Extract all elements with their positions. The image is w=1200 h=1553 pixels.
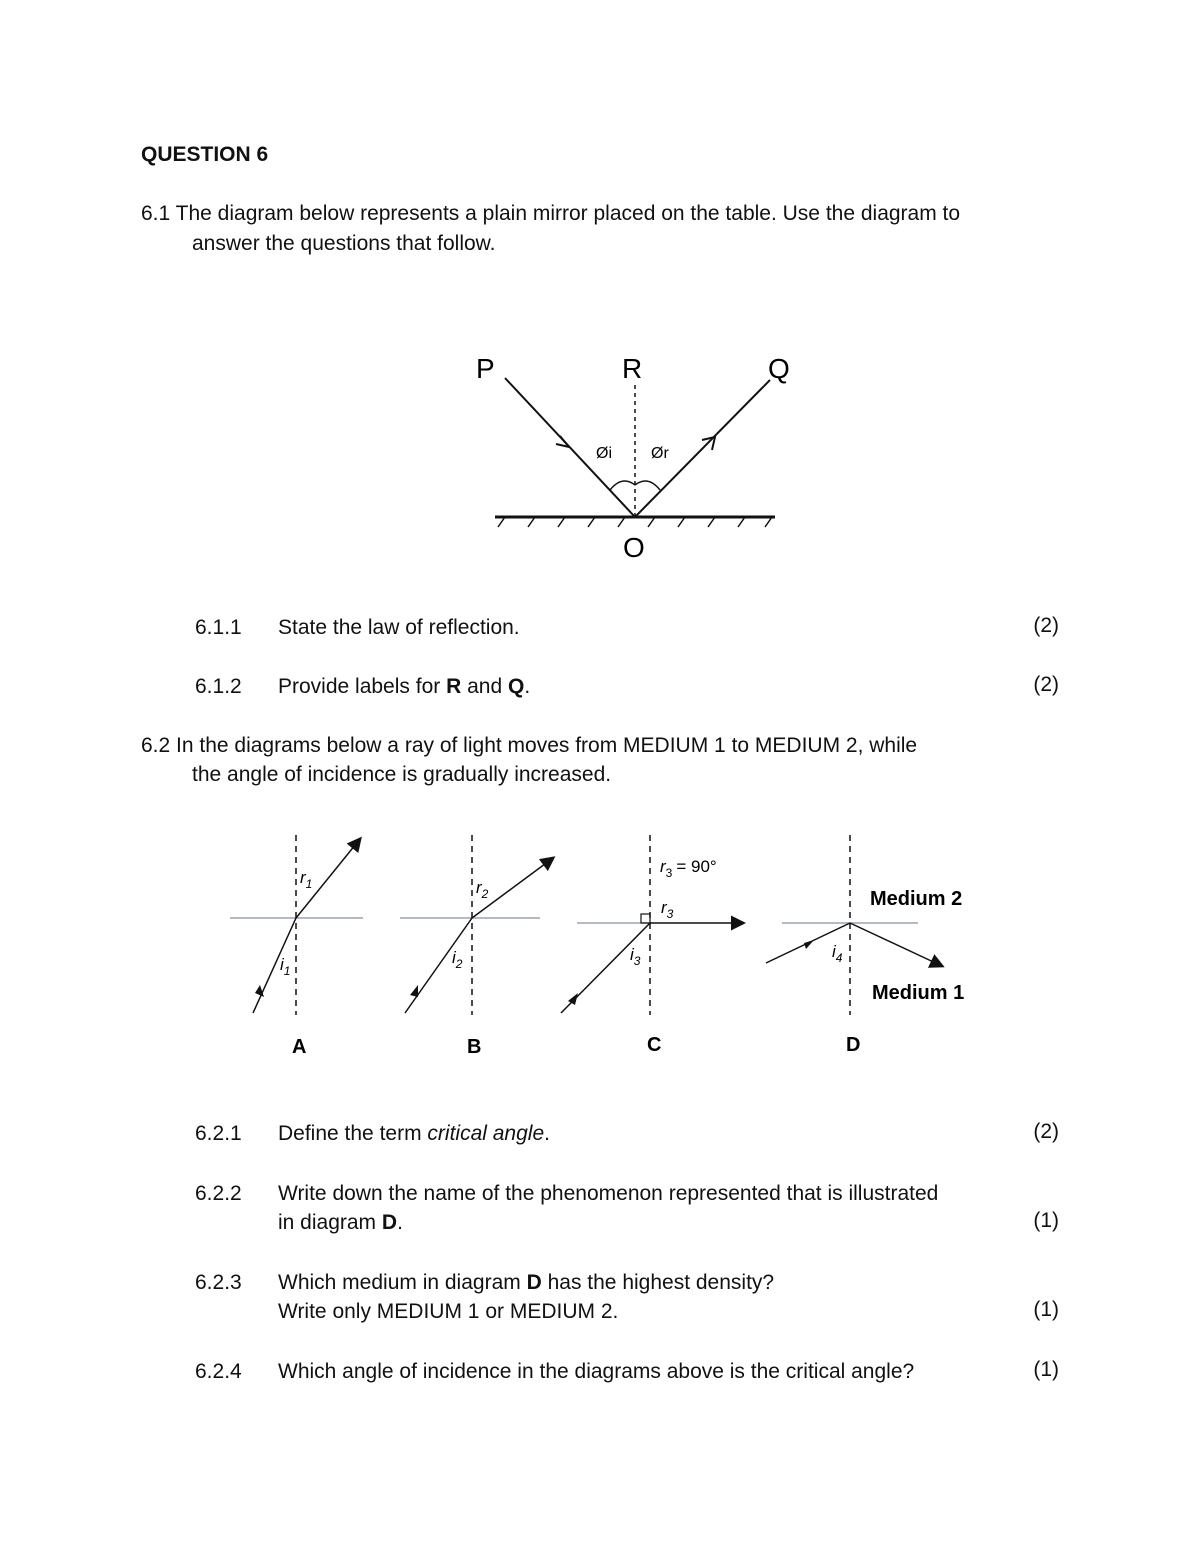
q612-number: 6.1.2 — [195, 675, 242, 698]
reflection-diagram — [470, 340, 820, 570]
q621-text: Define the term critical angle. — [278, 1122, 550, 1145]
diagram-C — [561, 835, 743, 1056]
q611-number: 6.1.1 — [195, 616, 242, 639]
q624-marks: (1) — [1033, 1358, 1059, 1381]
svg-text:r3= 90°: $r_3 = 90^\circ$ — [660, 857, 717, 880]
incident-arrow — [556, 436, 569, 447]
q622-text-line1: Write down the name of the phenomenon represented that is illustrated — [278, 1182, 939, 1205]
q621-number: 6.2.1 — [195, 1122, 242, 1145]
q612-marks: (2) — [1033, 673, 1059, 696]
q622-marks: (1) — [1033, 1209, 1059, 1232]
svg-text:i3: $i_3$ — [630, 945, 641, 968]
label-medium2: Medium 2 — [870, 888, 963, 910]
q623-text-line2: Write only MEDIUM 1 or MEDIUM 2. — [278, 1300, 619, 1323]
svg-text:i1: $i_1$ — [280, 955, 291, 978]
reflected-ray-D — [850, 923, 942, 966]
svg-text:r3: $r_3$ — [661, 898, 674, 921]
diagram-A — [230, 835, 363, 1058]
svg-text:r1: $r_1$ — [300, 868, 313, 891]
label-C: C — [647, 1034, 662, 1056]
q61-intro-line2: answer the questions that follow. — [192, 232, 496, 255]
label-P: P — [476, 353, 495, 384]
label-B: B — [467, 1036, 482, 1058]
diagram-B — [400, 835, 553, 1058]
svg-text:i4: $i_4$ — [832, 942, 843, 965]
label-Q: Q — [768, 353, 790, 384]
angle-i-arc — [610, 481, 635, 490]
svg-text:r2: $r_2$ — [476, 878, 489, 901]
refraction-diagrams — [220, 825, 1000, 1065]
q622-number: 6.2.2 — [195, 1182, 242, 1205]
q624-text: Which angle of incidence in the diagrams above is the critical angle? — [278, 1360, 915, 1383]
label-angle-r: Ør — [651, 445, 669, 462]
label-A: A — [292, 1036, 307, 1058]
q622-text-line2: in diagram D. — [278, 1211, 403, 1234]
label-angle-i: Øi — [596, 445, 612, 462]
label-D: D — [846, 1034, 861, 1056]
q611-text: State the law of reflection. — [278, 616, 520, 639]
q621-marks: (2) — [1033, 1120, 1059, 1143]
diagram-D — [766, 835, 964, 1056]
q623-number: 6.2.3 — [195, 1271, 242, 1294]
question-title: QUESTION 6 — [141, 143, 269, 166]
q61-intro-line1: 6.1 The diagram below represents a plain mirror placed on the table. Use the diagram to — [141, 202, 961, 225]
angle-r-arc — [635, 481, 660, 490]
label-medium1: Medium 1 — [872, 982, 965, 1004]
q623-marks: (1) — [1033, 1298, 1059, 1321]
q62-intro-line1: 6.2 In the diagrams below a ray of light moves from MEDIUM 1 to MEDIUM 2, while — [141, 734, 918, 757]
q62-intro-line2: the angle of incidence is gradually increased. — [192, 763, 612, 786]
q623-text-line1: Which medium in diagram D has the highest density? — [278, 1271, 775, 1294]
label-R: R — [622, 353, 643, 384]
label-O: O — [623, 532, 645, 563]
q612-text: Provide labels for R and Q. — [278, 675, 531, 698]
q624-number: 6.2.4 — [195, 1360, 242, 1383]
q611-marks: (2) — [1033, 614, 1059, 637]
svg-text:i2: $i_2$ — [452, 948, 463, 971]
